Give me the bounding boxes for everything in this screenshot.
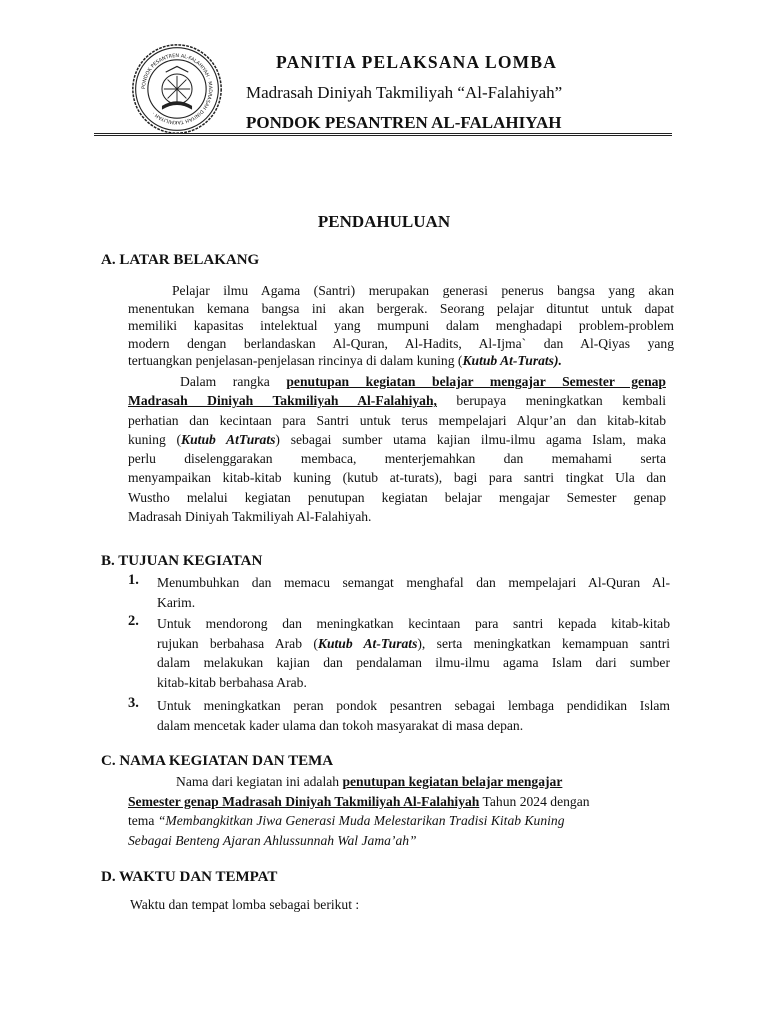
item-3-line-2: dalam mencetak kader ulama dan tokoh masyarakat di masa depan.: [157, 717, 524, 733]
section-a-paragraph-2: [128, 372, 666, 526]
p1-line-4: modern dengan berlandaskan Al-Quran, Al-Hadits, Al-Ijma` dan Al-Qiyas yang: [128, 335, 674, 351]
p2-line-8: Madrasah Diniyah Takmiliyah Al-Falahiyah.: [128, 509, 372, 525]
section-c-paragraph: [128, 772, 668, 850]
header-rule-bottom: [94, 135, 672, 136]
p1-line-3: memiliki kapasitas intelektual yang mumpuni dalam menghadapi problem-problem: [128, 318, 674, 334]
p1-line-2: menentukan kemana bangsa ini akan bergerak. Seorang pelajar dituntut untuk dapat: [128, 300, 674, 316]
list-number-2: 2.: [128, 613, 139, 629]
list-item-2: [157, 614, 670, 692]
list-item-1: [157, 573, 670, 612]
c-line-2: Semester genap Madrasah Diniyah Takmiliyah Al-Falahiyah Tahun 2024 dengan: [128, 793, 590, 809]
section-a-heading: A. LATAR BELAKANG: [101, 252, 260, 268]
section-a-paragraph-1: [128, 282, 674, 370]
p1-line-5: tertuangkan penjelasan-penjelasan rincinya di dalam kuning (Kutub At-Turats).: [128, 353, 562, 369]
header-rule-top: [94, 133, 672, 134]
p2-line-1: Dalam rangka penutupan kegiatan belajar mengajar Semester genap: [180, 374, 666, 389]
item-1-line-1: Menumbuhkan dan memacu semangat menghafal dan mempelajari Al-Quran Al-: [157, 575, 670, 590]
c-line-4: Sebagai Benteng Ajaran Ahlussunnah Wal Jama’ah”: [128, 832, 417, 848]
p2-line-3: perhatian dan kecintaan para Santri untuk terus mempelajari Alqur’an dan kitab-kitab: [128, 412, 666, 428]
c-line-3: tema “Membangkitkan Jiwa Generasi Muda Melestarikan Tradisi Kitab Kuning: [128, 813, 565, 829]
item-1-line-2: Karim.: [157, 594, 196, 610]
section-d-heading: D. WAKTU DAN TEMPAT: [101, 869, 278, 885]
item-2-line-3: dalam melakukan kajian dan pendalaman ilmu-ilmu agama Islam dari sumber: [157, 655, 670, 670]
section-d-text: Waktu dan tempat lomba sebagai berikut :: [130, 897, 360, 912]
item-2-line-2: rujukan berbahasa Arab (Kutub At-Turats), serta meningkatkan kemampuan santri: [157, 635, 671, 651]
svg-text:PONDOK PESANTREN AL-FALAHIYAH: PONDOK PESANTREN AL-FALAHIYAH · MADRASAH DINIYAH TAKMILIYAH ·: [141, 53, 214, 125]
header-pesantren: PONDOK PESANTREN AL-FALAHIYAH: [246, 113, 562, 132]
p1-line-1: Pelajar ilmu Agama (Santri) merupakan generasi penerus bangsa yang akan: [172, 283, 674, 298]
list-item-3: [157, 696, 670, 735]
header-committee: PANITIA PELAKSANA LOMBA: [276, 52, 558, 72]
page-title: PENDAHULUAN: [317, 212, 451, 231]
list-number-3: 3.: [128, 695, 139, 711]
p2-line-5: perlu diselenggarakan membaca, menterjemahkan dan memahami serta: [128, 451, 666, 467]
p2-line-2: Madrasah Diniyah Takmiliyah Al-Falahiyah, berupaya meningkatkan kembali: [128, 393, 666, 409]
section-b-heading: B. TUJUAN KEGIATAN: [101, 553, 263, 569]
c-line-1: Nama dari kegiatan ini adalah penutupan kegiatan belajar mengajar: [176, 774, 563, 789]
list-number-1: 1.: [128, 572, 139, 588]
p2-line-6: menyampaikan kitab-kitab kuning (kutub at-turats), bagi para santri tingkat Ula dan: [128, 470, 666, 486]
pesantren-seal-logo: [130, 42, 224, 136]
item-2-line-1: Untuk mendorong dan meningkatkan kecintaan para santri kepada kitab-kitab: [157, 616, 670, 631]
item-3-line-1: Untuk meningkatkan peran pondok pesantren sebagai lembaga pendidikan Islam: [157, 698, 670, 713]
section-c-heading: C. NAMA KEGIATAN DAN TEMA: [101, 753, 334, 769]
header-madrasah: Madrasah Diniyah Takmiliyah “Al-Falahiyah”: [246, 83, 563, 102]
p2-line-7: Wustho melalui kegiatan penutupan kegiatan belajar mengajar Semester genap: [128, 489, 666, 505]
p2-line-4: kuning (Kutub AtTurats) sebagai sumber utama kajian ilmu-ilmu agama Islam, maka: [128, 431, 667, 447]
item-2-line-4: kitab-kitab berbahasa Arab.: [157, 674, 307, 690]
